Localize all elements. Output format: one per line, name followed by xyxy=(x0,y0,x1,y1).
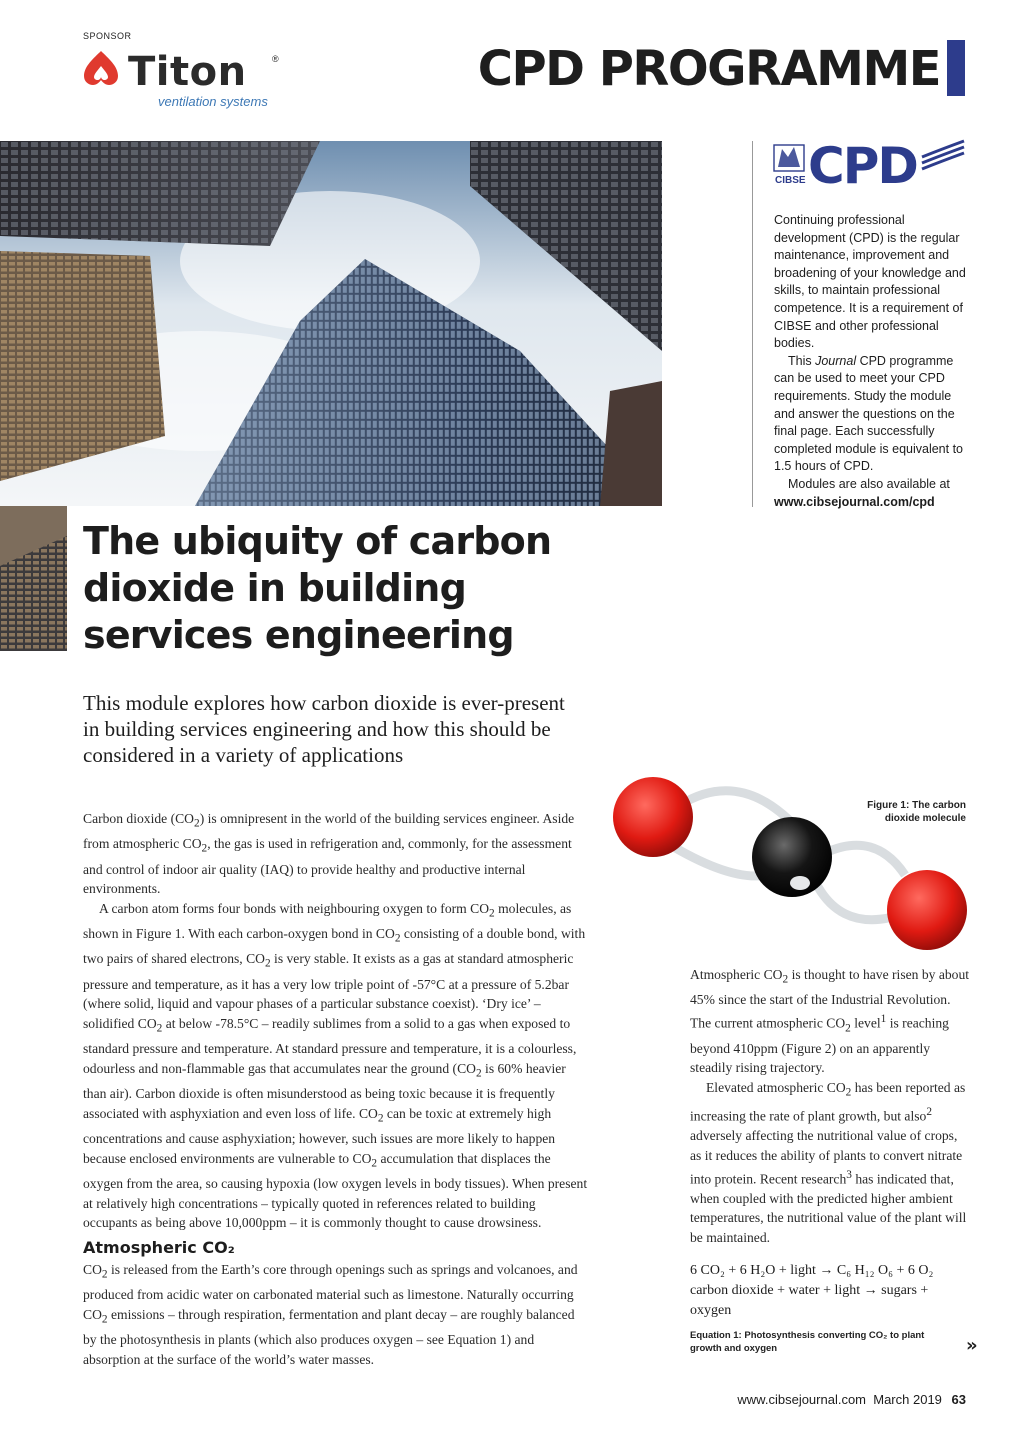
body-paragraph: A carbon atom forms four bonds with neighbouring oxygen to form $CO_2$ molecules, as shown in Figure 1. With each carbon-oxygen bond in $CO_2$ consisting of a double bond, with two pairs of shared electrons, $CO_2$ is very stable. It exists as a gas at standard atmospheric pressure and temperature, as it has a very low triple point of -57°C at a pressure of 5.2bar (where solid, liquid and vapour phases of a particular substance coexist). ‘Dry ice’ – solidified $CO_2$ at below -78.5°C – readily sublimes from a solid to a gas when exposed to standard pressure and temperature. At standard pressure and temperature, it is a colourless, odourless and non-flammable gas that accumulates near the ground ($CO_2$ is 60% heavier than air). Carbon dioxide is often misunderstood as being toxic because it is frequently associated with asphyxiation and even loss of life. $CO_2$ can be toxic at extremely high concentrations and cause asphyxiation; however, such issues are more likely to happen because enclosed environments are vulnerable to $CO_2$ accumulation that displaces the oxygen from the area, so causing hypoxia (low oxygen levels in body tissues). When present at relatively high concentrations – typically quoted in references related to building occupants as being above 10,000ppm – it is commonly thought to cause drowsiness. xyxy=(83,900,588,1231)
cpd-modules-link[interactable]: www.cibsejournal.com/cpd xyxy=(774,494,935,509)
footer-issue: March 2019 xyxy=(873,1392,942,1407)
body-column-right xyxy=(690,965,970,1247)
titon-flame-icon xyxy=(82,50,120,86)
cpd-modules-text: Modules are also available at xyxy=(788,476,950,491)
sponsor-label: SPONSOR xyxy=(83,31,132,41)
cpd-description xyxy=(774,212,969,511)
titon-logo xyxy=(82,48,292,114)
equation-words: carbon dioxide + water + light → sugars + oxygen xyxy=(690,1283,929,1318)
sidebar-divider xyxy=(752,141,753,507)
body-column-left-2 xyxy=(83,1260,588,1369)
equation-caption: Equation 1: Photosynthesis converting CO₂ to plant growth and oxygen xyxy=(690,1330,925,1354)
hero-image-strip xyxy=(0,506,67,651)
continue-arrow-icon: » xyxy=(966,1335,978,1356)
photosynthesis-equation xyxy=(690,1261,970,1321)
page-footer xyxy=(737,1392,966,1407)
figure-caption: Figure 1: The carbon dioxide molecule xyxy=(867,800,966,824)
body-paragraph: Elevated atmospheric $CO_2$ has been reported as increasing the rate of plant growth, but also$^2$ adversely affecting the nutritional value of crops, as it reduces the ability of plants to convert nitrate into protein. Recent research$^3$ has indicated that, when coupled with the predicted higher ambient temperatures, the nutritional value of the plant will be maintained. xyxy=(690,1079,967,1245)
article-title: The ubiquity of carbon dioxide in building services engineering xyxy=(83,519,552,657)
section-heading-atmospheric: Atmospheric CO₂ xyxy=(83,1238,235,1257)
body-paragraph: Carbon dioxide $(CO_2)$ is omnipresent in the world of the building services engineer. Aside from atmospheric $CO_2$, the gas is used in refrigeration and, commonly, for the assessment and control of indoor air quality (IAQ) to provide healthy and productive internal environments. xyxy=(83,811,575,897)
brand-registered-mark: ® xyxy=(272,54,279,64)
footer-site: www.cibsejournal.com xyxy=(737,1392,867,1407)
header-accent-bar xyxy=(947,40,965,96)
cibse-cpd-logo xyxy=(772,135,966,191)
brand-name: Titon xyxy=(128,49,247,95)
equation-formula: 6 CO₂ + 6 H₂O + light → C₆ H₁₂ O₆ + 6 O₂ xyxy=(690,1263,934,1278)
body-column-left xyxy=(83,809,588,1233)
cpd-logo-sub: CIBSE xyxy=(775,175,806,186)
brand-tagline: ventilation systems xyxy=(158,94,268,109)
cpd-definition: Continuing professional development (CPD) is the regular maintenance, improvement and broadening of your knowledge and skills, to maintain professional competence. It is a requirement of CIBSE and other professional bodies. xyxy=(774,213,966,351)
body-paragraph: Atmospheric $CO_2$ is thought to have risen by about 45% since the start of the Industrial Revolution. The current atmospheric $CO_2$ level$^1$ is reaching beyond 410ppm (Figure 2) on an apparently steadily rising trajectory. xyxy=(690,967,970,1076)
cpd-logo-text: CPD xyxy=(808,137,917,191)
cpd-usage: This Journal CPD programme can be used to meet your CPD requirements. Study the module and answer the questions on the final page. Each successfully completed module is equivalent to 1.5 hours of CPD. xyxy=(774,353,964,474)
body-paragraph: $CO_2$ is released from the Earth’s core through openings such as springs and volcanoes, and produced from acidic water on carbonated material such as limestone. Naturally occurring $CO_2$ emissions – through respiration, fermentation and plant decay – are roughly balanced by the photosynthesis in plants (which also produces oxygen – see Equation 1) and absorption at the surface of the world’s water masses. xyxy=(83,1262,578,1367)
article-standfirst: This module explores how carbon dioxide is ever-present in building services engineering and how this should be considered in a variety of applications xyxy=(83,691,565,767)
programme-title: CPD PROGRAMME xyxy=(477,41,940,97)
skyscrapers-hero-image xyxy=(0,141,662,506)
page-number: 63 xyxy=(951,1392,966,1407)
